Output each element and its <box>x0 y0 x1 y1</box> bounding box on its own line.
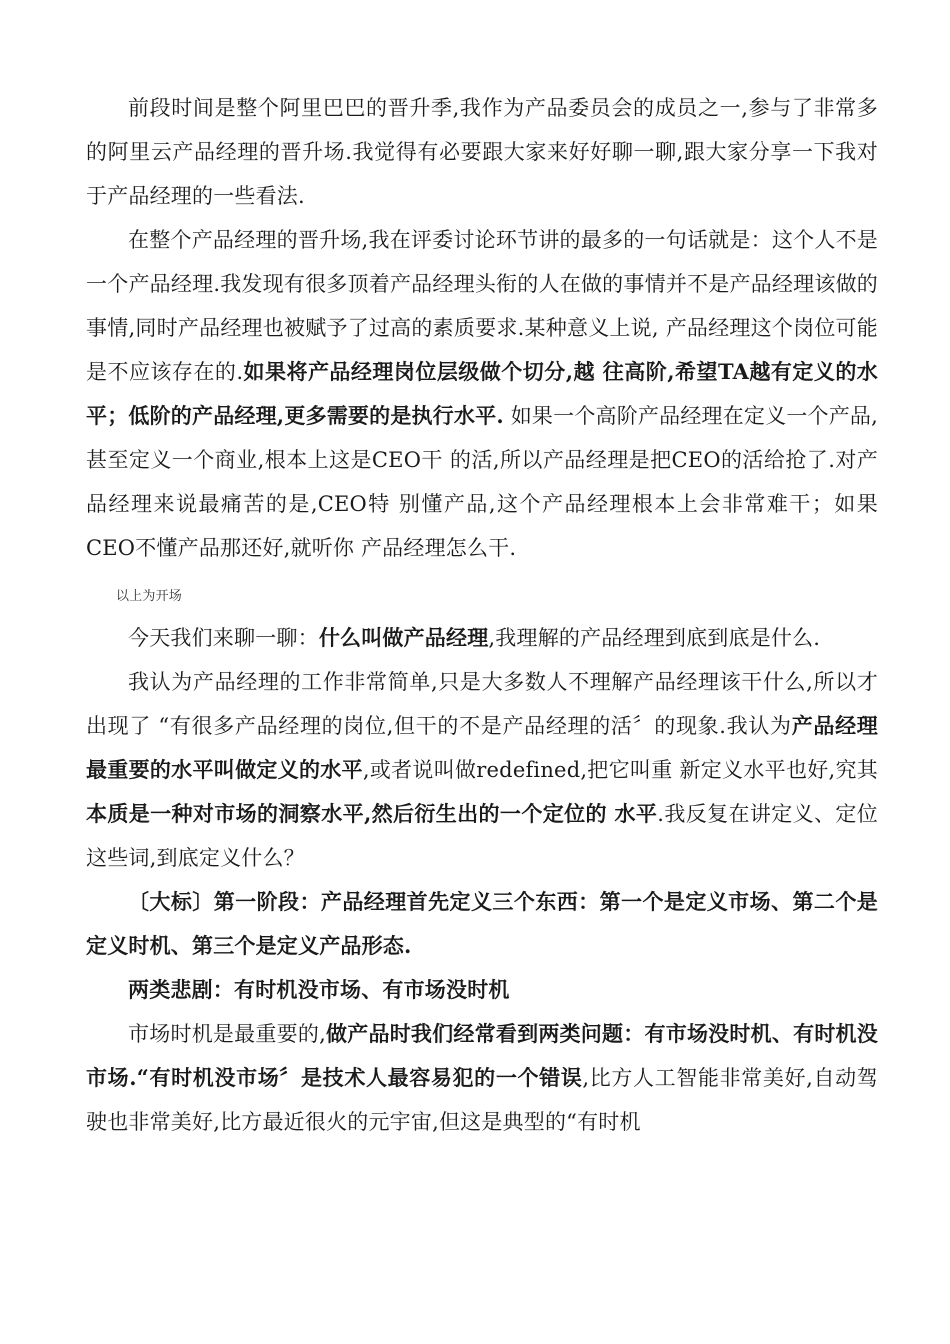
text-run: 如果一个高阶产品经理在定义一个产品,甚至定义一个商业,根本上这是CEO干 的活,所以产品经理是把CEO的活给抢了.对产品经理来说最痛苦的是,CEO特 别懂产品,这个产品经理根本上会非常难干；如果CEO不懂产品那还好,就听你 产品经理怎么干. <box>86 404 879 560</box>
text-run: 在整个产品经理的晋升场,我在评委讨论环节讲的最多的一句话就是：这个人不是一个产品经理.我发现有很多顶着产品经理头衔的人在做的事情并不是产品经理该做的事情,同时产品经理也被赋予了过高的素质要求.某种意义上说, 产品经理这个岗位可能是不应该存在的. <box>86 228 878 384</box>
text-run: ,比方人工智能非常美好,自动驾驶也非常美好,比方最近很火的元宇宙,但这是典型的“有时机 <box>86 1066 878 1134</box>
bold-text-run: 两类悲剧：有时机没市场、有市场没时机 <box>128 977 510 1002</box>
paragraph-definition <box>86 660 878 880</box>
caption-opening: 以上为开场 <box>116 589 183 604</box>
paragraph-promotion <box>86 218 878 570</box>
text-run: 我认为产品经理的工作非常简单,只是大多数人不理解产品经理该干什么,所以才出现了 “有很多产品经理的岗位,但干的不是产品经理的活〞的现象.我认为 <box>86 670 878 738</box>
text-run: 今天我们来聊一聊： <box>128 626 319 650</box>
subheading-two-tragedies <box>86 968 878 1012</box>
paragraph-topic <box>86 616 878 660</box>
bold-text-run: 本质是一种对市场的洞察水平,然后衍生出的一个定位的 水平 <box>86 801 658 826</box>
text-run: 前段时间是整个阿里巴巴的晋升季,我作为产品委员会的成员之一,参与了非常多的阿里云产品经理的晋升场.我觉得有必要跟大家来好好聊一聊,跟大家分享一下我对于产品经理的一些看法. <box>86 96 878 208</box>
text-run: .我反复在讲定义、定位这些词,到底定义什么？ <box>86 802 878 870</box>
bold-text-run: 产品经理最重要的水平叫做定义的水平 <box>86 713 878 782</box>
paragraph-intro <box>86 86 878 218</box>
text-run: 市场时机是最重要的, <box>128 1022 326 1046</box>
text-run: ,我理解的产品经理到底到底是什么. <box>488 626 821 650</box>
heading-stage-one <box>86 880 878 968</box>
text-run: ,或者说叫做redefined,把它叫重 新定义水平也好,究其 <box>362 758 878 782</box>
bold-text-run: 〔大标〕第一阶段：产品经理首先定义三个东西：第一个是定义市场、第二个是定义时机、第三个是定义产品形态. <box>86 889 878 958</box>
document-body <box>86 86 878 1144</box>
bold-text-run: 做产品时我们经常看到两类问题：有市场没时机、有时机没市场.“有时机没市场〞是技术人最容易犯的一个错误 <box>86 1021 878 1090</box>
bold-text-run: 什么叫做产品经理 <box>318 625 489 650</box>
paragraph-market-timing <box>86 1012 878 1144</box>
bold-text-run: 如果将产品经理岗位层级做个切分,越 往高阶,希望TA越有定义的水平；低阶的产品经理,更多需要的是执行水平. <box>86 359 878 428</box>
